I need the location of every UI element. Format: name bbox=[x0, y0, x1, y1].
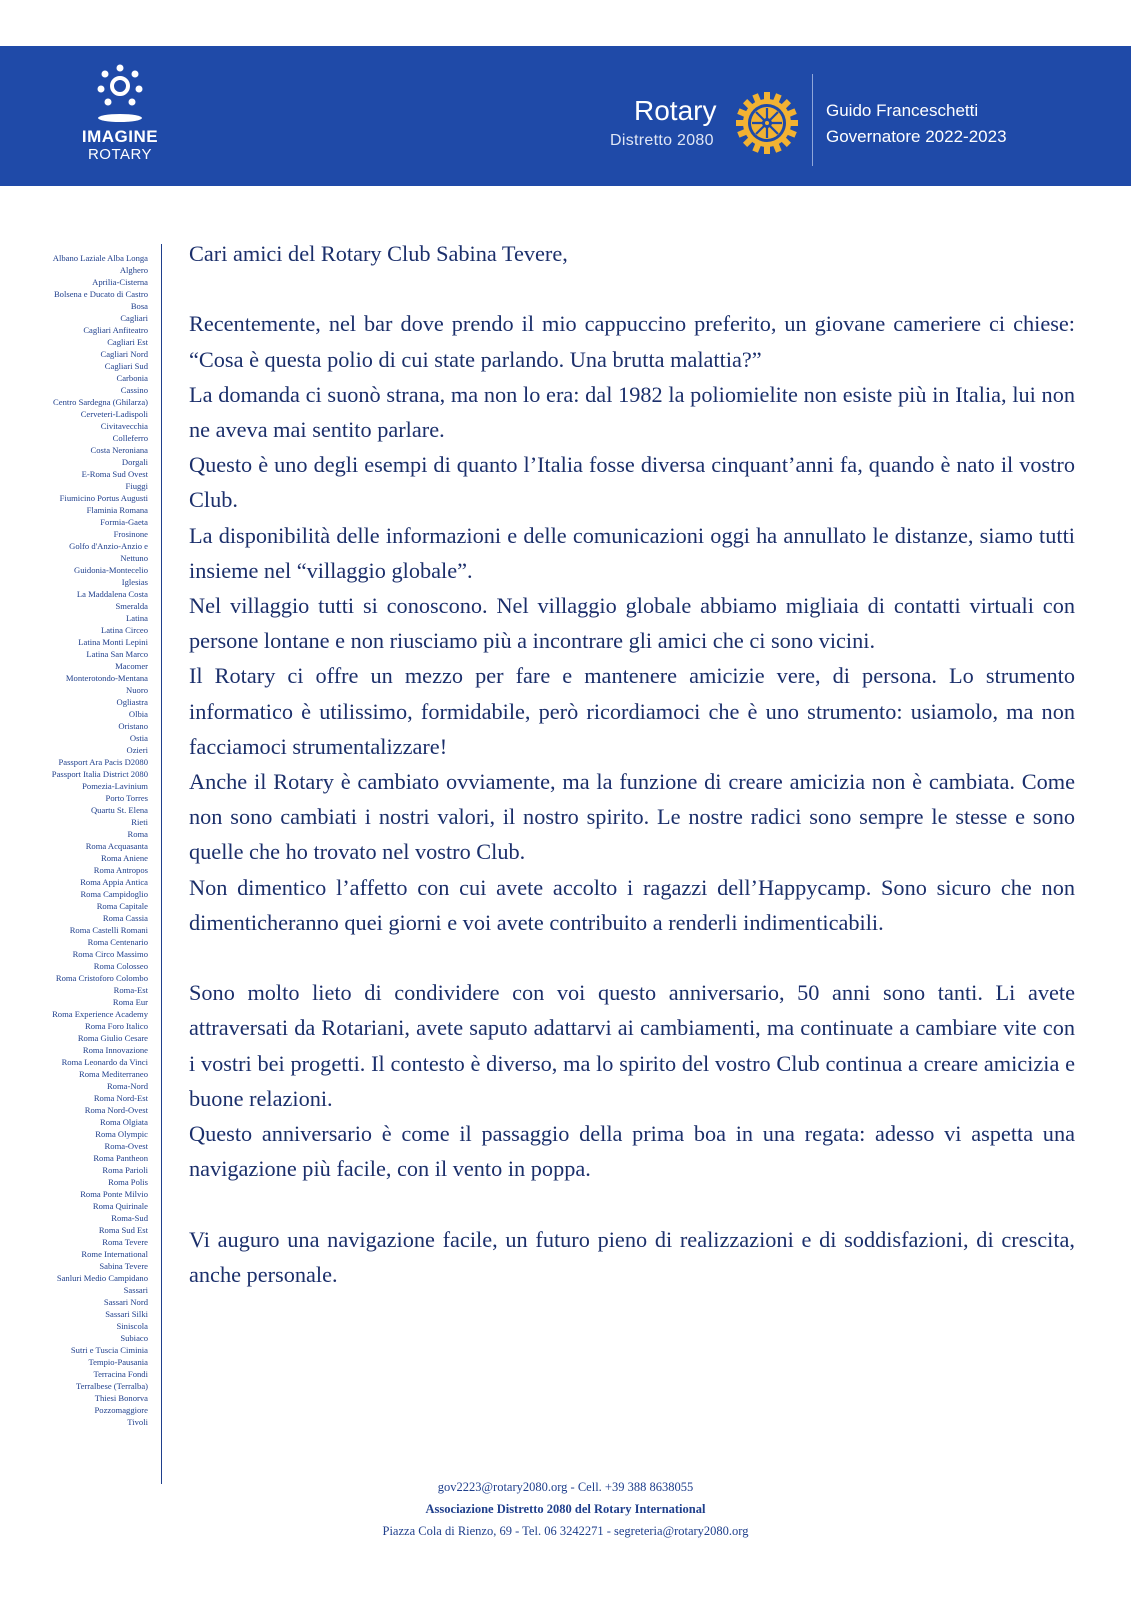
governor-block bbox=[826, 98, 1007, 150]
club-list-item: Colleferro bbox=[112, 433, 148, 443]
club-list-item: Macomer bbox=[115, 661, 148, 671]
club-list-item: Terracina Fondi bbox=[93, 1369, 148, 1379]
club-list-item: Civitavecchia bbox=[100, 421, 148, 431]
club-list-item: Alghero bbox=[119, 265, 148, 275]
club-list-item: Passport Italia District 2080 bbox=[51, 769, 148, 779]
header-divider bbox=[812, 74, 813, 166]
club-list-item: Tempio-Pausania bbox=[88, 1357, 148, 1367]
club-list-item: La Maddalena Costa bbox=[76, 589, 148, 599]
club-list-item: E-Roma Sud Ovest bbox=[81, 469, 148, 479]
club-list-item: Roma Giulio Cesare bbox=[77, 1033, 148, 1043]
paragraph: Non dimentico l’affetto con cui avete accolto i ragazzi dell’Happycamp. Sono sicuro che non dimenticheranno quei giorni e voi avete contribuito a renderli indimenticabili. bbox=[189, 874, 1075, 935]
paragraph-gap bbox=[189, 1186, 1075, 1221]
club-list-item: Roma Pantheon bbox=[93, 1153, 148, 1163]
club-list-item: Roma Polis bbox=[108, 1177, 148, 1187]
club-list-item: Aprilia-Cisterna bbox=[92, 277, 148, 287]
club-list-item: Ostia bbox=[129, 733, 148, 743]
rotary-name: Rotary bbox=[634, 95, 717, 126]
rotary-wheel-icon bbox=[736, 92, 798, 154]
club-list-item: Monterotondo-Mentana bbox=[65, 673, 148, 683]
club-list-item: Roma Olgiata bbox=[100, 1117, 148, 1127]
rotary-district: Distretto 2080 bbox=[610, 132, 714, 149]
paragraph: Il Rotary ci offre un mezzo per fare e mantenere amicizie vere, di persona. Lo strumento informatico è utilissimo, formidabile, però ricordiamoci che è uno strumento: usiamolo, ma non facciamoci strumentalizzare! bbox=[189, 663, 1075, 759]
club-list-item: Roma bbox=[127, 829, 148, 839]
club-list-item: Oristano bbox=[118, 721, 148, 731]
club-list-item: Sassari bbox=[123, 1285, 148, 1295]
club-list-item: Fiuggi bbox=[125, 481, 148, 491]
sidebar-divider bbox=[161, 244, 162, 1484]
club-list-item: Nuoro bbox=[126, 685, 148, 695]
logo-word: IMAGINE bbox=[81, 127, 159, 146]
club-list-item: Roma Aniene bbox=[100, 853, 148, 863]
club-list-item: Latina San Marco bbox=[86, 649, 148, 659]
paragraph: Nel villaggio tutti si conoscono. Nel villaggio globale abbiamo migliaia di contatti virtuali con persone lontane e non riusciamo più a incontrare gli amici che ci sono vicini. bbox=[189, 593, 1075, 654]
club-list-item: Roma Quirinale bbox=[92, 1201, 148, 1211]
club-list-item: Guidonia-Montecelio bbox=[74, 565, 148, 575]
rotary-district-logo bbox=[600, 90, 800, 160]
governor-title: Governatore 2022-2023 bbox=[826, 127, 1007, 146]
club-list-item: Roma Tevere bbox=[102, 1237, 148, 1247]
footer-contact: gov2223@rotary2080.org - Cell. +39 388 8638055 bbox=[437, 1480, 694, 1494]
club-list-item: Cagliari Est bbox=[107, 337, 148, 347]
club-list-item: Roma Eur bbox=[112, 997, 148, 1007]
club-list-item: Fiumicino Portus Augusti bbox=[59, 493, 148, 503]
club-list-item: Smeralda bbox=[115, 601, 148, 611]
club-list-item: Sassari Silki bbox=[105, 1309, 148, 1319]
club-list-item: Sanluri Medio Campidano bbox=[56, 1273, 148, 1283]
club-list-item: Roma Capitale bbox=[96, 901, 148, 911]
club-list-item: Roma Parioli bbox=[102, 1165, 148, 1175]
club-list-item: Cagliari Nord bbox=[100, 349, 148, 359]
club-list-item: Porto Torres bbox=[105, 793, 148, 803]
club-list-item: Frosinone bbox=[113, 529, 148, 539]
club-list-item: Cagliari Sud bbox=[104, 361, 148, 371]
club-list-item: Roma Acquasanta bbox=[85, 841, 148, 851]
club-list-item: Cagliari Anfiteatro bbox=[83, 325, 148, 335]
club-list-item: Tivoli bbox=[127, 1417, 148, 1427]
club-list-item: Roma Sud Est bbox=[98, 1225, 148, 1235]
paragraph: La domanda ci suonò strana, ma non lo era: dal 1982 la poliomielite non esiste più in Italia, lui non ne aveva mai sentito parlare. bbox=[189, 381, 1075, 442]
imagine-rotary-sun-icon bbox=[92, 62, 148, 124]
footer-address: Piazza Cola di Rienzo, 69 - Tel. 06 3242271 - segreteria@rotary2080.org bbox=[382, 1524, 749, 1538]
club-list-item: Sutri e Tuscia Ciminia bbox=[70, 1345, 148, 1355]
club-list-item: Sabina Tevere bbox=[99, 1261, 148, 1271]
club-list-item: Olbia bbox=[128, 709, 148, 719]
club-list bbox=[22, 252, 148, 1428]
club-list-item: Flaminia Romana bbox=[86, 505, 148, 515]
club-list-item: Ozieri bbox=[126, 745, 148, 755]
club-list-item: Roma Nord-Est bbox=[93, 1093, 148, 1103]
club-list-item: Roma Centenario bbox=[87, 937, 148, 947]
club-list-item: Roma Leonardo da Vinci bbox=[61, 1057, 148, 1067]
club-list-item: Passport Ara Pacis D2080 bbox=[58, 757, 148, 767]
club-list-item: Thiesi Bonorva bbox=[94, 1393, 148, 1403]
club-list-item: Roma-Sud bbox=[111, 1213, 148, 1223]
club-list-item: Bolsena e Ducato di Castro bbox=[53, 289, 148, 299]
club-list-item: Roma Colosseo bbox=[93, 961, 148, 971]
paragraph: Questo anniversario è come il passaggio della prima boa in una regata: adesso vi aspetta una navigazione più facile, con il vento in poppa. bbox=[189, 1121, 1075, 1182]
club-list-item: Albano Laziale Alba Longa bbox=[52, 253, 148, 263]
paragraph: Questo è uno degli esempi di quanto l’Italia fosse diversa cinquant’anni fa, quando è nato il vostro Club. bbox=[189, 452, 1075, 513]
club-list-item: Cassino bbox=[120, 385, 148, 395]
club-list-item: Roma Cassia bbox=[102, 913, 148, 923]
club-list-item: Roma Castelli Romani bbox=[69, 925, 148, 935]
closing: Vi auguro una navigazione facile, un futuro pieno di realizzazioni e di soddisfazioni, di crescita, anche personale. bbox=[189, 1226, 1075, 1287]
club-list-item: Siniscola bbox=[116, 1321, 148, 1331]
club-list-item: Costa Neroniana bbox=[90, 445, 148, 455]
club-list-item: Pozzomaggiore bbox=[94, 1405, 148, 1415]
club-list-item: Roma Experience Academy bbox=[52, 1009, 148, 1019]
club-list-item: Terralbese (Terralba) bbox=[75, 1381, 148, 1391]
club-list-item: Roma Circo Massimo bbox=[72, 949, 148, 959]
club-list-item: Rome International bbox=[81, 1249, 148, 1259]
paragraph: La disponibilità delle informazioni e delle comunicazioni oggi ha annullato le distanze, siamo tutti insieme nel “villaggio globale”. bbox=[189, 522, 1075, 583]
club-list-item: Roma Nord-Ovest bbox=[84, 1105, 148, 1115]
club-list-item: Iglesias bbox=[121, 577, 148, 587]
club-list-item: Latina bbox=[126, 613, 148, 623]
letter-body bbox=[189, 236, 1075, 1292]
club-list-item: Centro Sardegna (Ghilarza) bbox=[53, 397, 148, 407]
club-list-item: Roma-Est bbox=[113, 985, 148, 995]
governor-name: Guido Franceschetti bbox=[826, 101, 979, 120]
paragraph: Recentemente, nel bar dove prendo il mio cappuccino preferito, un giovane cameriere ci chiese: “Cosa è questa polio di cui state parlando. Una brutta malattia?” bbox=[189, 311, 1075, 372]
club-list-item: Roma-Nord bbox=[106, 1081, 148, 1091]
club-list-item: Carbonia bbox=[116, 373, 148, 383]
club-list-item: Roma Appia Antica bbox=[80, 877, 148, 887]
club-list-item: Subiaco bbox=[120, 1333, 148, 1343]
club-list-item: Sassari Nord bbox=[103, 1297, 148, 1307]
club-list-item: Roma Mediterraneo bbox=[79, 1069, 148, 1079]
club-list-item: Dorgali bbox=[121, 457, 148, 467]
club-list-item: Cerveteri-Ladispoli bbox=[80, 409, 148, 419]
club-list-item: Quartu St. Elena bbox=[90, 805, 148, 815]
club-list-item: Roma Olympic bbox=[95, 1129, 148, 1139]
letterhead-banner bbox=[0, 46, 1131, 186]
club-list-item: Golfo d'Anzio-Anzio e bbox=[69, 541, 148, 551]
salutation: Cari amici del Rotary Club Sabina Tevere, bbox=[189, 241, 568, 266]
club-list-item: Nettuno bbox=[120, 553, 148, 563]
club-list-item: Rieti bbox=[131, 817, 148, 827]
footer bbox=[0, 1476, 1131, 1542]
club-list-item: Latina Monti Lepini bbox=[78, 637, 148, 647]
logo-sub: ROTARY bbox=[87, 146, 153, 163]
paragraph-gap bbox=[189, 271, 1075, 306]
club-list-item: Ogliastra bbox=[116, 697, 148, 707]
club-list-item: Cagliari bbox=[120, 313, 148, 323]
club-list-item: Roma-Ovest bbox=[104, 1141, 148, 1151]
club-list-item: Pomezia-Lavinium bbox=[82, 781, 148, 791]
club-list-item: Roma Innovazione bbox=[82, 1045, 148, 1055]
paragraph: Anche il Rotary è cambiato ovviamente, ma la funzione di creare amicizia non è cambiata. Come non sono cambiati i nostri valori, il nostro spirito. Le nostre radici sono sempre le stesse e sono quelle che ho trovato nel vostro Club. bbox=[189, 769, 1075, 865]
paragraph: Sono molto lieto di condividere con voi questo anniversario, 50 anni sono tanti. Li avete attraversati da Rotariani, avete saputo adattarvi ai cambiamenti, ma continuate a cambiare vite con i vostri bei progetti. Il contesto è diverso, ma lo spirito del vostro Club continua a creare amicizia e buone relazioni. bbox=[189, 980, 1075, 1111]
imagine-rotary-logo bbox=[70, 62, 170, 180]
club-list-item: Roma Ponte Milvio bbox=[80, 1189, 148, 1199]
footer-association: Associazione Distretto 2080 del Rotary International bbox=[425, 1502, 706, 1516]
club-list-item: Roma Cristoforo Colombo bbox=[55, 973, 148, 983]
club-list-item: Latina Circeo bbox=[100, 625, 148, 635]
club-list-item: Roma Campidoglio bbox=[80, 889, 148, 899]
club-list-item: Formia-Gaeta bbox=[100, 517, 148, 527]
club-list-item: Bosa bbox=[130, 301, 148, 311]
paragraph-gap bbox=[189, 940, 1075, 975]
club-list-item: Roma Antropos bbox=[93, 865, 148, 875]
club-list-item: Roma Foro Italico bbox=[84, 1021, 148, 1031]
